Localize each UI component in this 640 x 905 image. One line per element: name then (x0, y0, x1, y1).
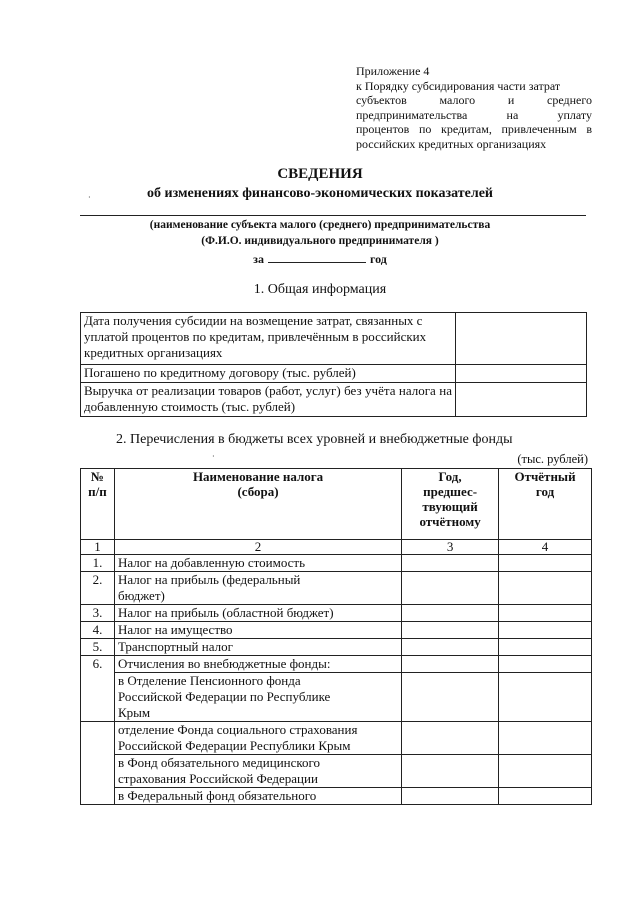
row-number: 6. (81, 656, 115, 673)
col-header-reporting-year (499, 469, 592, 540)
previous-year-value (402, 605, 499, 622)
column-index: 3 (402, 540, 499, 555)
previous-year-value (402, 555, 499, 572)
row-number (81, 755, 115, 788)
entrepreneur-name-caption: (Ф.И.О. индивидуального предпринимателя ) (201, 235, 439, 247)
col-header-tax-name-text: Наименование налога (сбора) (192, 469, 324, 499)
reporting-year-value (499, 673, 592, 722)
tax-name: в Отделение Пенсионного фонда Российской Федерации по Республике Крым (114, 673, 401, 722)
tax-name: Транспортный налог (114, 639, 401, 656)
col-header-reporting-year-text: Отчётный год (514, 469, 576, 499)
tax-name: Налог на прибыль (областной бюджет) (114, 605, 401, 622)
info-label-loan-repaid: Погашено по кредитному договору (тыс. рублей) (81, 365, 456, 383)
row-number (81, 673, 115, 722)
tax-name: Налог на прибыль (федеральный бюджет) (114, 572, 401, 605)
reporting-year-value (499, 722, 592, 755)
table-row (81, 622, 592, 639)
tax-name: отделение Фонда социального страхования Российской Федерации Республики Крым (114, 722, 401, 755)
appendix-header (356, 64, 592, 152)
stray-mark: · (88, 193, 91, 202)
appendix-line: процентов по кредитам, привлеченным в (356, 122, 592, 137)
reporting-year-value (499, 788, 592, 805)
period-year-blank (268, 252, 366, 263)
info-label-revenue: Выручка от реализации товаров (работ, услуг) без учёта налога на добавленную стоимость (тыс. рублей) (81, 383, 456, 417)
reporting-year-value (499, 656, 592, 673)
table-row (81, 605, 592, 622)
info-value-revenue (456, 383, 587, 417)
info-value-loan-repaid (456, 365, 587, 383)
tax-name: Налог на добавленную стоимость (114, 555, 401, 572)
previous-year-value (402, 788, 499, 805)
previous-year-value (402, 656, 499, 673)
appendix-line: субъектов малого и среднего (356, 93, 592, 108)
reporting-year-value (499, 605, 592, 622)
tax-name: в Федеральный фонд обязательного (114, 788, 401, 805)
document-subtitle: об изменениях финансово-экономических показателей (147, 186, 493, 201)
previous-year-value (402, 722, 499, 755)
reporting-year-value (499, 555, 592, 572)
reporting-period (0, 252, 640, 267)
tax-payments-table (80, 468, 592, 805)
column-index: 4 (499, 540, 592, 555)
units-note: (тыс. рублей) (517, 452, 588, 466)
previous-year-value (402, 622, 499, 639)
tax-name: Налог на имущество (114, 622, 401, 639)
table-row (81, 722, 592, 755)
row-number: 3. (81, 605, 115, 622)
appendix-line: предпринимательства на уплату (356, 107, 592, 122)
period-prefix: за (253, 252, 264, 266)
previous-year-value (402, 673, 499, 722)
col-header-number-text: № п/п (88, 469, 107, 499)
previous-year-value (402, 639, 499, 656)
table-row (81, 383, 587, 417)
stray-mark: · (212, 452, 215, 461)
table-row (81, 656, 592, 673)
col-header-previous-year (402, 469, 499, 540)
document-title: СВЕДЕНИЯ (277, 166, 363, 182)
reporting-year-value (499, 755, 592, 788)
row-number: 1. (81, 555, 115, 572)
column-index-row (81, 540, 592, 555)
row-number (81, 722, 115, 755)
appendix-line: Приложение 4 (356, 64, 430, 78)
appendix-line: к Порядку субсидирования части затрат (356, 78, 561, 93)
col-header-number (81, 469, 115, 540)
row-number: 5. (81, 639, 115, 656)
row-number: 2. (81, 572, 115, 605)
table-row (81, 313, 587, 365)
row-number (81, 788, 115, 805)
section-1-heading: 1. Общая информация (253, 282, 387, 297)
table-row (81, 555, 592, 572)
table-row (81, 572, 592, 605)
reporting-year-value (499, 572, 592, 605)
table-row (81, 365, 587, 383)
entity-name-caption: (наименование субъекта малого (среднего) предпринимательства (149, 219, 491, 231)
previous-year-value (402, 572, 499, 605)
name-fill-line (80, 215, 586, 216)
tax-name: в Фонд обязательного медицинского страхования Российской Федерации (114, 755, 401, 788)
table-row (81, 755, 592, 788)
row-number: 4. (81, 622, 115, 639)
col-header-tax-name (114, 469, 401, 540)
appendix-line: российских кредитных организациях (356, 136, 547, 151)
table-row (81, 788, 592, 805)
previous-year-value (402, 755, 499, 788)
column-index: 2 (114, 540, 401, 555)
table-header-row (81, 469, 592, 540)
table-row (81, 639, 592, 656)
general-info-table (80, 312, 587, 417)
col-header-previous-year-text: Год, предшес- твующий отчётному (419, 469, 481, 529)
column-index: 1 (81, 540, 115, 555)
reporting-year-value (499, 639, 592, 656)
reporting-year-value (499, 622, 592, 639)
tax-name: Отчисления во внебюджетные фонды: (114, 656, 401, 673)
period-suffix: год (369, 252, 387, 266)
info-label-subsidy-date: Дата получения субсидии на возмещение затрат, связанных с уплатой процентов по кредитам, привлечённым в российских кредитных организациях (81, 313, 456, 365)
section-2-heading: 2. Перечисления в бюджеты всех уровней и внебюджетные фонды (116, 432, 513, 447)
info-value-subsidy-date (456, 313, 587, 365)
table-row (81, 673, 592, 722)
